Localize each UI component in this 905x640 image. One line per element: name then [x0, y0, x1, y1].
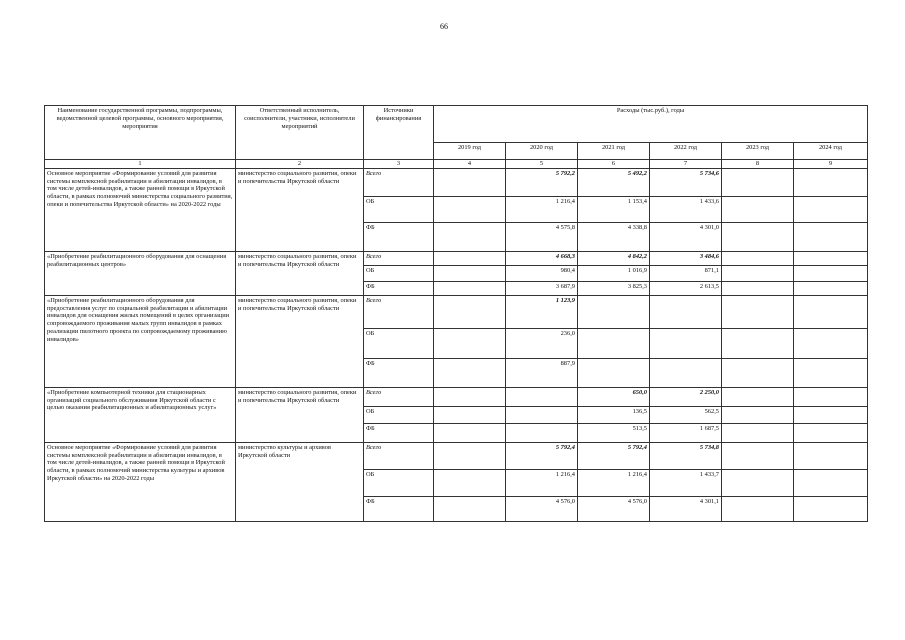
value-cell: 1 123,9	[506, 295, 578, 328]
value-cell	[434, 265, 506, 281]
responsible-cell: министерство социального развития, опеки и попечительства Иркутской области	[236, 295, 364, 387]
program-name-cell: Основное мероприятие «Формирование условий для развития системы комплексной реабилитации и абилитации инвалидов, в том числе детей-инвалидов, а также ранней помощи в Иркутской области, в рамках полномочий министерства культуры и архивов Иркутской области» на 2020-2022 годы	[45, 442, 236, 521]
value-cell	[434, 469, 506, 496]
header-responsible: Ответственный исполнитель, соисполнители, участники, исполнители мероприятий	[236, 106, 364, 160]
table-row	[45, 387, 868, 406]
funding-source-cell: ОБ	[364, 196, 434, 222]
header-program-name: Наименование государственной программы, подпрограммы, ведомственной целевой программы, основного мероприятия, мероприятия	[45, 106, 236, 160]
value-cell: 4 301,1	[650, 496, 722, 521]
program-name-cell: «Приобретение реабилитационного оборудования для оснащения реабилитационных центров»	[45, 251, 236, 295]
funding-source-cell: ФБ	[364, 358, 434, 387]
value-cell: 4 668,3	[506, 251, 578, 265]
value-cell: 513,5	[578, 423, 650, 442]
column-number: 2	[236, 160, 364, 169]
table-row	[45, 168, 868, 196]
value-cell: 5 792,4	[506, 442, 578, 469]
value-cell	[722, 196, 794, 222]
responsible-cell: министерство социального развития, опеки и попечительства Иркутской области	[236, 251, 364, 295]
value-cell: 980,4	[506, 265, 578, 281]
value-cell	[434, 358, 506, 387]
value-cell	[434, 168, 506, 196]
value-cell: 5 792,4	[578, 442, 650, 469]
header-year: 2019 год	[434, 143, 506, 160]
value-cell	[434, 406, 506, 423]
responsible-cell: министерство социального развития, опеки и попечительства Иркутской области	[236, 168, 364, 251]
value-cell	[434, 295, 506, 328]
value-cell: 4 576,0	[506, 496, 578, 521]
value-cell: 1 433,7	[650, 469, 722, 496]
column-number: 1	[45, 160, 236, 169]
table-row	[45, 251, 868, 265]
column-number: 7	[650, 160, 722, 169]
header-year: 2024 год	[794, 143, 868, 160]
funding-source-cell: ОБ	[364, 265, 434, 281]
funding-source-cell: ФБ	[364, 281, 434, 295]
value-cell: 650,0	[578, 387, 650, 406]
value-cell	[722, 281, 794, 295]
funding-source-cell: ФБ	[364, 423, 434, 442]
column-number: 3	[364, 160, 434, 169]
value-cell	[794, 387, 868, 406]
value-cell	[794, 265, 868, 281]
value-cell	[722, 496, 794, 521]
value-cell	[434, 222, 506, 251]
value-cell	[722, 328, 794, 358]
value-cell	[722, 406, 794, 423]
value-cell	[434, 281, 506, 295]
funding-source-cell: ОБ	[364, 328, 434, 358]
column-number-row	[45, 160, 868, 169]
value-cell	[578, 295, 650, 328]
program-name-cell: Основное мероприятие «Формирование условий для развития системы комплексной реабилитации и абилитации инвалидов, в том числе детей-инвалидов, а также ранней помощи в Иркутской области, в рамках полномочий министерства социального развития, опеки и попечительства Иркутской области» на 2020-2022 годы	[45, 168, 236, 251]
value-cell: 1 687,5	[650, 423, 722, 442]
value-cell: 871,1	[650, 265, 722, 281]
value-cell	[434, 196, 506, 222]
value-cell	[794, 469, 868, 496]
value-cell: 2 250,0	[650, 387, 722, 406]
value-cell	[434, 387, 506, 406]
header-year: 2021 год	[578, 143, 650, 160]
value-cell	[434, 251, 506, 265]
value-cell	[722, 423, 794, 442]
value-cell	[506, 387, 578, 406]
table-row	[45, 442, 868, 469]
value-cell	[722, 387, 794, 406]
funding-source-cell: Всего	[364, 295, 434, 328]
value-cell: 5 734,6	[650, 168, 722, 196]
value-cell: 3 687,9	[506, 281, 578, 295]
value-cell: 3 484,6	[650, 251, 722, 265]
page-number: 66	[440, 22, 448, 31]
header-sources: Источники финансирования	[364, 106, 434, 160]
value-cell: 887,9	[506, 358, 578, 387]
column-number: 6	[578, 160, 650, 169]
value-cell	[578, 328, 650, 358]
value-cell: 3 825,3	[578, 281, 650, 295]
value-cell: 1 153,4	[578, 196, 650, 222]
value-cell	[434, 423, 506, 442]
value-cell: 4 842,2	[578, 251, 650, 265]
program-name-cell: «Приобретение компьютерной техники для стационарных организаций социального обслуживания Иркутской области с целью оказания реабилитационных и абилитационных услуг»	[45, 387, 236, 442]
table-row	[45, 295, 868, 328]
value-cell	[650, 358, 722, 387]
header-year: 2023 год	[722, 143, 794, 160]
value-cell: 5 792,2	[506, 168, 578, 196]
header-year: 2022 год	[650, 143, 722, 160]
value-cell	[722, 442, 794, 469]
value-cell: 4 301,0	[650, 222, 722, 251]
funding-source-cell: Всего	[364, 168, 434, 196]
value-cell	[794, 222, 868, 251]
funding-source-cell: ОБ	[364, 406, 434, 423]
header-expenses: Расходы (тыс.руб.), годы	[434, 106, 868, 143]
value-cell	[794, 196, 868, 222]
value-cell: 4 338,8	[578, 222, 650, 251]
budget-table	[44, 105, 868, 522]
value-cell: 2 613,5	[650, 281, 722, 295]
value-cell	[578, 358, 650, 387]
value-cell: 136,5	[578, 406, 650, 423]
funding-source-cell: ФБ	[364, 496, 434, 521]
value-cell	[794, 496, 868, 521]
value-cell: 4 576,0	[578, 496, 650, 521]
column-number: 4	[434, 160, 506, 169]
funding-source-cell: ФБ	[364, 222, 434, 251]
value-cell	[794, 168, 868, 196]
value-cell	[794, 358, 868, 387]
value-cell	[650, 328, 722, 358]
header-year: 2020 год	[506, 143, 578, 160]
value-cell	[794, 295, 868, 328]
value-cell	[794, 281, 868, 295]
value-cell	[434, 442, 506, 469]
responsible-cell: министерство социального развития, опеки и попечительства Иркутской области	[236, 387, 364, 442]
value-cell: 1 216,4	[578, 469, 650, 496]
value-cell	[722, 168, 794, 196]
column-number: 5	[506, 160, 578, 169]
value-cell	[794, 251, 868, 265]
value-cell	[722, 358, 794, 387]
value-cell: 5 492,2	[578, 168, 650, 196]
value-cell	[722, 469, 794, 496]
value-cell: 1 433,6	[650, 196, 722, 222]
funding-source-cell: Всего	[364, 387, 434, 406]
value-cell: 1 216,4	[506, 469, 578, 496]
value-cell: 5 734,8	[650, 442, 722, 469]
value-cell	[434, 496, 506, 521]
value-cell	[506, 423, 578, 442]
column-number: 8	[722, 160, 794, 169]
value-cell: 1 016,9	[578, 265, 650, 281]
value-cell	[434, 328, 506, 358]
program-name-cell: «Приобретение реабилитационного оборудования для предоставления услуг по социальной реабилитации и абилитации инвалидов для оснащения жилых помещений в целях организации сопровождаемого проживания малых групп инвалидов в рамках реализации пилотного проекта по сопровождаемому проживанию инвалидов»	[45, 295, 236, 387]
value-cell	[794, 442, 868, 469]
value-cell	[722, 265, 794, 281]
funding-source-cell: Всего	[364, 442, 434, 469]
value-cell	[722, 295, 794, 328]
value-cell: 562,5	[650, 406, 722, 423]
value-cell	[794, 406, 868, 423]
value-cell: 236,0	[506, 328, 578, 358]
column-number: 9	[794, 160, 868, 169]
value-cell	[794, 328, 868, 358]
value-cell	[650, 295, 722, 328]
value-cell: 1 216,4	[506, 196, 578, 222]
value-cell	[506, 406, 578, 423]
value-cell	[794, 423, 868, 442]
value-cell: 4 575,8	[506, 222, 578, 251]
value-cell	[722, 251, 794, 265]
funding-source-cell: Всего	[364, 251, 434, 265]
funding-source-cell: ОБ	[364, 469, 434, 496]
responsible-cell: министерство культуры и архивов Иркутской области	[236, 442, 364, 521]
value-cell	[722, 222, 794, 251]
